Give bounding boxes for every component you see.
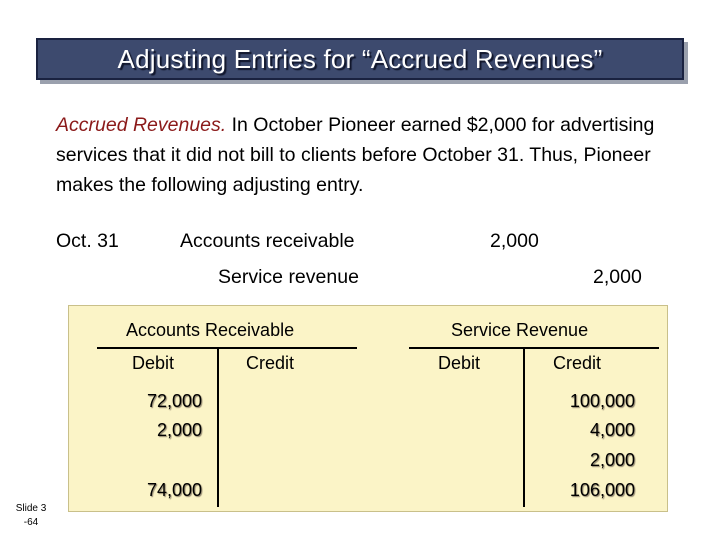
- t-accounts-panel: [68, 305, 668, 512]
- sr-t-vertical-rule: [523, 347, 525, 507]
- entry-date: Oct. 31: [56, 230, 119, 252]
- entry-credit-amount: 2,000: [593, 266, 642, 288]
- slide-number: [14, 502, 48, 530]
- sr-credit-label: Credit: [553, 353, 602, 373]
- ar-t-vertical-rule: [217, 347, 219, 507]
- ar-debit-label: Debit: [132, 353, 175, 373]
- entry-debit-amount: 2,000: [490, 230, 539, 252]
- ar-debit-amount-1: 72,000: [146, 391, 202, 411]
- slide-title: Adjusting Entries for “Accrued Revenues”: [117, 43, 603, 74]
- entry-credit-account: Service revenue: [218, 266, 359, 288]
- slide-number-line-2: -64: [23, 517, 39, 528]
- paragraph-body: In October Pioneer earned $2,000 for advertising services that it did not bill to clients before October 31. Thus, Pioneer makes the following adjusting entry.: [56, 114, 655, 196]
- ar-account-title: Accounts Receivable: [126, 320, 295, 340]
- sr-credit-amount-3: 2,000: [589, 450, 635, 470]
- sr-credit-balance: 106,000: [569, 480, 635, 500]
- ar-t-horizontal-rule: [97, 347, 357, 349]
- ar-debit-amount-2: 2,000: [156, 420, 202, 440]
- paragraph-lead: Accrued Revenues.: [56, 114, 227, 136]
- explanation-paragraph: [56, 110, 676, 200]
- sr-account-title: Service Revenue: [451, 320, 589, 340]
- sr-t-horizontal-rule: [409, 347, 659, 349]
- ar-debit-balance: 74,000: [146, 480, 202, 500]
- sr-credit-amount-2: 4,000: [589, 420, 635, 440]
- entry-debit-account: Accounts receivable: [180, 230, 355, 252]
- slide-number-line-1: Slide 3: [15, 503, 47, 514]
- ar-credit-label: Credit: [246, 353, 295, 373]
- sr-credit-amount-1: 100,000: [569, 391, 635, 411]
- title-bar: [36, 38, 684, 80]
- sr-debit-label: Debit: [438, 353, 481, 373]
